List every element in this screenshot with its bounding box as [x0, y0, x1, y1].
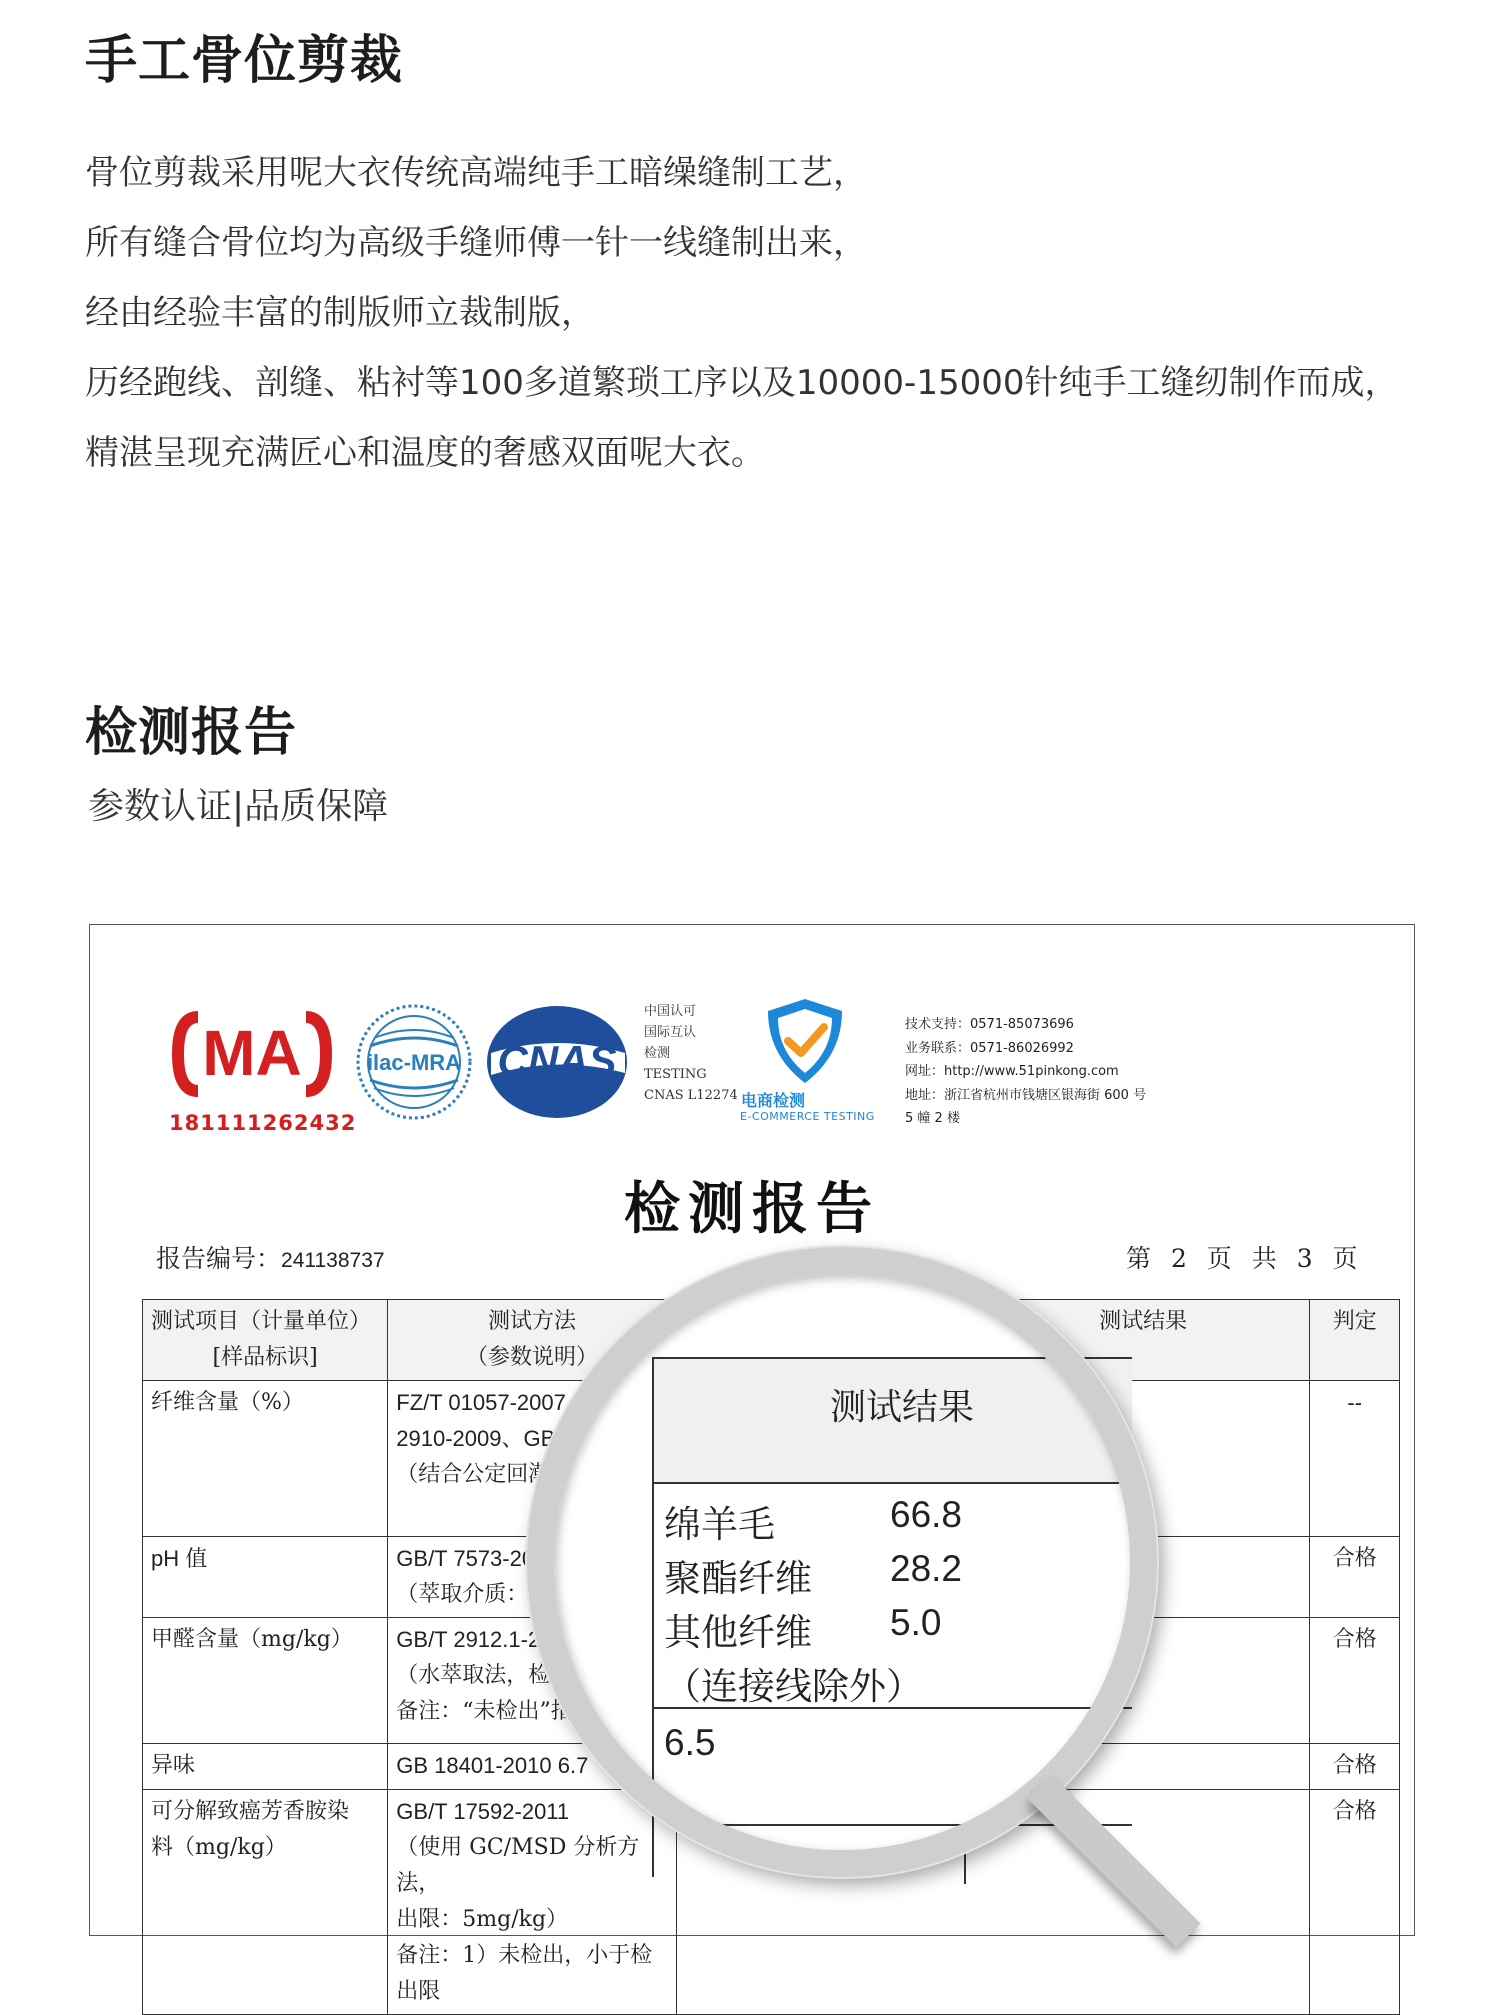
craft-line: 历经跑线、剖缝、粘衬等100多道繁琐工序以及10000-15000针纯手工缝纫制作而成，	[85, 363, 1399, 403]
cnas-logo	[485, 1003, 630, 1121]
report-title: 检测报告	[624, 1176, 880, 1242]
magnified-fiber-name: 其他纤维	[664, 1611, 812, 1654]
report-section-title: 检测报告	[85, 703, 298, 763]
ecommerce-testing-en: E-COMMERCE TESTING	[740, 1110, 875, 1123]
svg-text:MA: MA	[202, 1017, 302, 1089]
svg-text:CNAS: CNAS	[497, 1037, 617, 1084]
craft-line: 精湛呈现充满匠心和温度的奢感双面呢大衣。	[85, 433, 765, 473]
ilac-mra-logo	[352, 1000, 477, 1125]
ecommerce-testing-cn: 电商检测	[741, 1091, 806, 1110]
table-row: pH 值 GB/T 7573-200 （萃取介质： 合格	[143, 1537, 1400, 1618]
svg-text:ilac-MRA: ilac-MRA	[366, 1050, 462, 1075]
lab-contact-info: 技术支持：0571-85073696 业务联系：0571-86026992 网址：http://www.51pinkong.com 地址：浙江省杭州市钱塘区银海街 600 号 5 幢 2 楼	[905, 1017, 1147, 1126]
cma-number: 181111262432	[169, 1111, 357, 1135]
table-header-row: 测试项目（计量单位） [样品标识] 测试方法 （参数说明） 测试结果 判定	[143, 1300, 1400, 1381]
table-row: 纤维含量（%） FZ/T 01057-2007、 2910-2009、GB/T （结合公定回潮 --	[143, 1381, 1400, 1537]
craft-description	[85, 138, 1398, 488]
report-section-subtitle: 参数认证|品质保障	[88, 786, 389, 827]
craft-line: 所有缝合骨位均为高级手缝师傅一针一线缝制出来，	[85, 223, 867, 263]
craft-line: 经由经验丰富的制版师立裁制版，	[85, 293, 595, 333]
table-row: 甲醛含量（mg/kg） GB/T 2912.1-2 （水萃取法，检 备注：“未检出”指 合格	[143, 1618, 1400, 1744]
magnified-result-header: 测试结果	[652, 1357, 1132, 1484]
cnas-accreditation-text: 中国认可 国际互认 检测 TESTING CNAS L12274	[644, 1004, 738, 1103]
magnified-fiber-value: 28.2	[890, 1548, 963, 1589]
magnified-fiber-name: 聚酯纤维	[664, 1557, 812, 1600]
magnified-fiber-value: 66.8	[890, 1494, 963, 1535]
table-row: 可分解致癌芳香胺染 料（mg/kg） GB/T 17592-2011 （使用 GC/MSD 分析方法， 出限：5mg/kg） 备注：1）未检出，小于检出限 合格	[143, 1790, 1400, 2015]
magnified-note: （连接线除外）	[664, 1665, 923, 1708]
magnifier-rim	[527, 1247, 1157, 1877]
report-number: 报告编号：241138737	[156, 1244, 385, 1273]
report-page-info: 第 2 页 共 3 页	[1126, 1244, 1364, 1273]
magnified-ph-value: 6.5	[664, 1722, 716, 1763]
cma-logo	[168, 1009, 336, 1099]
table-row: 异味 GB 18401-2010 6.7 合格	[143, 1744, 1400, 1790]
craft-title: 手工骨位剪裁	[85, 31, 404, 91]
ecommerce-testing-shield-icon	[760, 995, 850, 1090]
magnified-fiber-value: 5.0	[890, 1602, 942, 1643]
magnified-fiber-name: 绵羊毛	[664, 1503, 775, 1546]
craft-line: 骨位剪裁采用呢大衣传统高端纯手工暗缲缝制工艺，	[85, 153, 867, 193]
